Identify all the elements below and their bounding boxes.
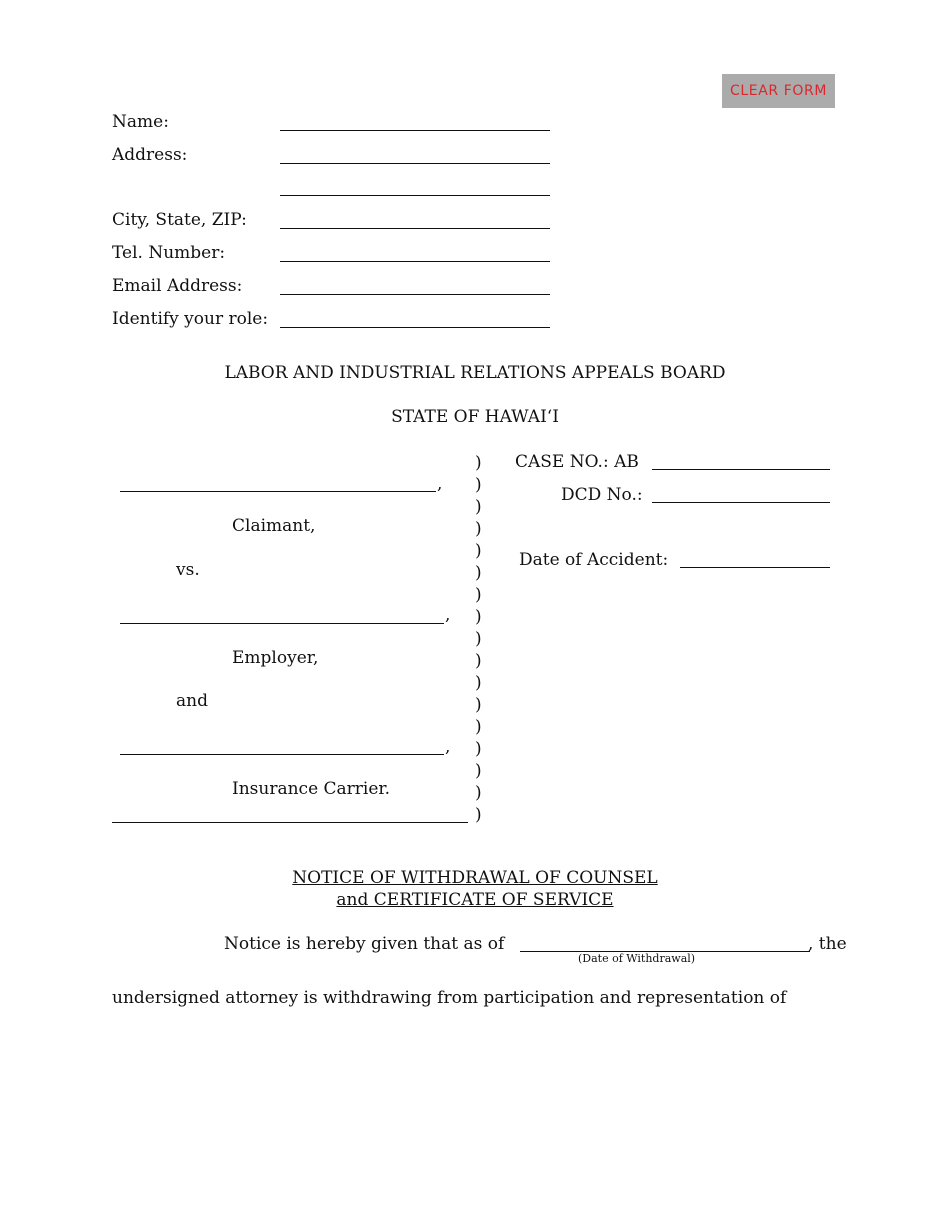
carrier-name-field[interactable] [120, 754, 444, 755]
notice-title [0, 868, 950, 888]
caption-paren: ) [475, 497, 482, 517]
city-state-zip-field[interactable] [280, 228, 550, 229]
claimant-comma: , [437, 474, 443, 494]
notice-title-line1: NOTICE OF WITHDRAWAL OF COUNSEL [292, 868, 658, 888]
notice-body-line2: undersigned attorney is withdrawing from participation and representation of [112, 988, 787, 1008]
caption-paren: ) [475, 761, 482, 781]
caption-paren: ) [475, 673, 482, 693]
case-no-field[interactable] [652, 469, 830, 470]
city-state-zip-label: City, State, ZIP: [112, 210, 247, 230]
caption-paren: ) [475, 541, 482, 561]
tel-number-field[interactable] [280, 261, 550, 262]
insurance-carrier-label: Insurance Carrier. [232, 779, 391, 799]
tel-number-label: Tel. Number: [112, 243, 226, 263]
caption-paren: ) [475, 783, 482, 803]
clear-form-button[interactable]: CLEAR FORM [722, 74, 835, 108]
caption-paren: ) [475, 651, 482, 671]
employer-name-field[interactable] [120, 623, 444, 624]
employer-label: Employer, [232, 648, 319, 668]
email-address-field[interactable] [280, 294, 550, 295]
date-of-accident-label: Date of Accident: [519, 550, 669, 570]
role-field[interactable] [280, 327, 550, 328]
address-field-line2[interactable] [280, 195, 550, 196]
claimant-name-field[interactable] [120, 491, 436, 492]
vs-label: vs. [176, 560, 200, 580]
dcd-no-label: DCD No.: [561, 485, 643, 505]
claimant-label: Claimant, [232, 516, 316, 536]
caption-paren: ) [475, 585, 482, 605]
state-heading: STATE OF HAWAIʻI [391, 407, 559, 427]
and-label: and [176, 691, 208, 711]
notice-subtitle [0, 890, 950, 910]
caption-paren: ) [475, 475, 482, 495]
caption-paren: ) [475, 563, 482, 583]
employer-comma: , [445, 605, 451, 625]
caption-paren: ) [475, 629, 482, 649]
dcd-no-field[interactable] [652, 502, 830, 503]
caption-paren: ) [475, 453, 482, 473]
email-address-label: Email Address: [112, 276, 243, 296]
caption-paren: ) [475, 695, 482, 715]
role-label: Identify your role: [112, 309, 269, 329]
notice-title-line2: and CERTIFICATE OF SERVICE [336, 890, 614, 910]
withdrawal-date-hint: (Date of Withdrawal) [578, 952, 696, 965]
address-field-line1[interactable] [280, 163, 550, 164]
case-no-label: CASE NO.: AB [515, 452, 639, 472]
notice-intro-text: Notice is hereby given that as of [224, 934, 505, 954]
carrier-comma: , [445, 737, 451, 757]
date-of-accident-field[interactable] [680, 567, 830, 568]
name-field[interactable] [280, 130, 550, 131]
caption-paren: ) [475, 519, 482, 539]
board-heading: LABOR AND INDUSTRIAL RELATIONS APPEALS BOARD [224, 363, 726, 383]
caption-paren: ) [475, 607, 482, 627]
notice-the-text: , the [808, 934, 847, 954]
caption-paren: ) [475, 739, 482, 759]
caption-paren: ) [475, 805, 482, 825]
address-label: Address: [112, 145, 188, 165]
caption-bottom-rule [112, 822, 468, 823]
name-label: Name: [112, 112, 169, 132]
caption-paren: ) [475, 717, 482, 737]
